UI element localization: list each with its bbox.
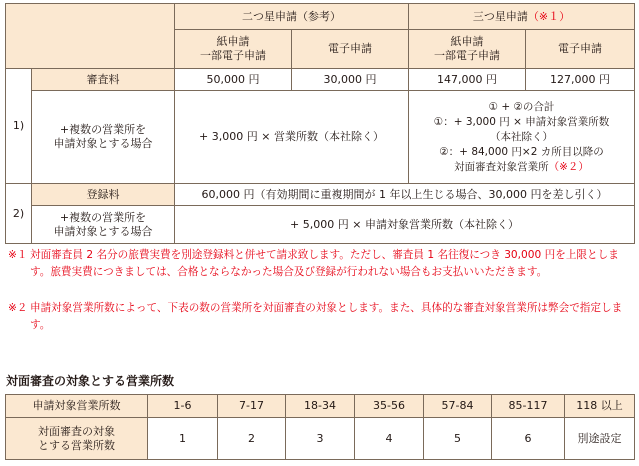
header-three-star-electronic: 電子申請 <box>526 30 635 69</box>
review-fee-three-star-paper: 147,000 円 <box>409 69 526 91</box>
note-1: ※１ 対面審査員 2 名分の旅費実費を別途登録料と併せて請求致します。ただし、審査員 1 名往復につき 30,000 円を上限とします。旅費実費につきましては、合格とならなかった場合及び登録が行われない場合もお支払いいただきます。 <box>8 249 619 278</box>
two-star-multi-office-fee: + 3,000 円 × 営業所数（本社除く） <box>175 91 409 184</box>
header-three-star: 三つ星申請（※１） <box>409 4 635 30</box>
registration-fee-label: 登録料 <box>32 184 175 206</box>
review-fee-three-star-electronic: 127,000 円 <box>526 69 635 91</box>
header-two-star-electronic: 電子申請 <box>292 30 409 69</box>
target-cell: 3 <box>286 418 355 460</box>
target-cell: 2 <box>218 418 286 460</box>
row-number-2: 2) <box>6 184 32 244</box>
office-count-table <box>5 394 635 460</box>
header-corner <box>6 4 175 69</box>
target-count-label: 対面審査の対象 とする営業所数 <box>6 418 148 460</box>
row-number-1: 1) <box>6 69 32 184</box>
fee-table <box>5 3 635 244</box>
multi-office-label: +複数の営業所を 申請対象とする場合 <box>32 91 175 184</box>
three-star-multi-office-fee: ① + ②の合計 ①：+ 3,000 円 × 申請対象営業所数 （本社除く） ②：+ 84,000 円×2 カ所目以降の 対面審査対象営業所（※２） <box>409 91 635 184</box>
registration-multi-office-fee: + 5,000 円 × 申請対象営業所数（本社除く） <box>175 206 635 244</box>
target-cell: 6 <box>492 418 565 460</box>
range-cell: 118 以上 <box>565 395 635 418</box>
range-cell: 18-34 <box>286 395 355 418</box>
office-table-title: 対面審査の対象とする営業所数 <box>6 374 175 388</box>
target-cell: 1 <box>148 418 218 460</box>
registration-multi-office-label: +複数の営業所を 申請対象とする場合 <box>32 206 175 244</box>
header-three-star-paper: 紙申請 一部電子申請 <box>409 30 526 69</box>
target-cell: 4 <box>355 418 424 460</box>
target-cell: 5 <box>424 418 492 460</box>
header-two-star: 二つ星申請（参考） <box>175 4 409 30</box>
office-count-header-label: 申請対象営業所数 <box>6 395 148 418</box>
range-cell: 85-117 <box>492 395 565 418</box>
range-cell: 35-56 <box>355 395 424 418</box>
review-fee-label: 審査料 <box>32 69 175 91</box>
registration-fee: 60,000 円（有効期間に重複期間が 1 年以上生じる場合、30,000 円を差し引く） <box>175 184 635 206</box>
note-ref-1: （※１） <box>527 9 571 23</box>
note-2: ※２ 申請対象営業所数によって、下表の数の営業所を対面審査の対象とします。また、具体的な審査対象営業所は弊会で指定します。 <box>8 302 623 331</box>
target-cell: 別途設定 <box>565 418 635 460</box>
range-cell: 7-17 <box>218 395 286 418</box>
note-ref-2: （※２） <box>548 160 589 173</box>
review-fee-two-star-electronic: 30,000 円 <box>292 69 409 91</box>
range-cell: 57-84 <box>424 395 492 418</box>
review-fee-two-star-paper: 50,000 円 <box>175 69 292 91</box>
header-two-star-paper: 紙申請 一部電子申請 <box>175 30 292 69</box>
range-cell: 1-6 <box>148 395 218 418</box>
